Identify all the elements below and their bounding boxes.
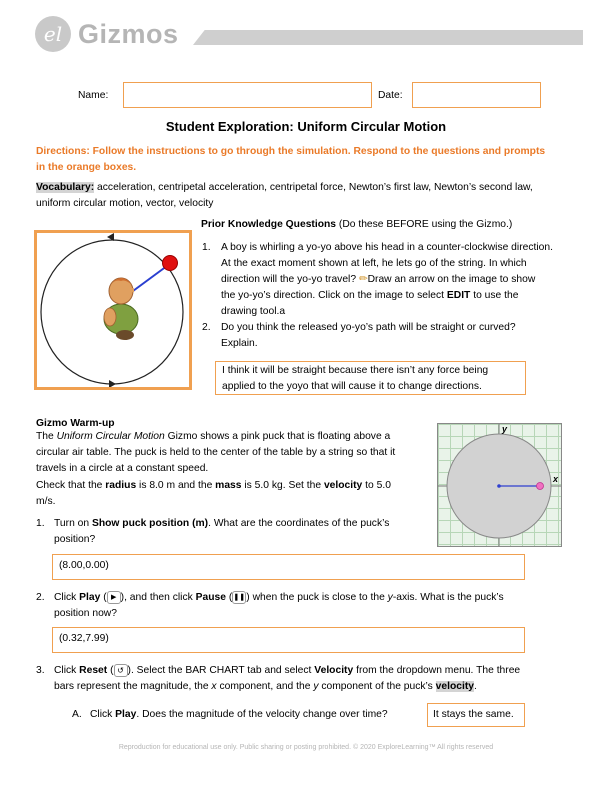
graph-x-label: x (553, 474, 559, 484)
footer: Reproduction for educational use only. Public sharing or posting prohibited. © 2020 ExploreLearning™ All rights reserved (118, 744, 494, 751)
date-label: Date: (378, 90, 403, 101)
vocabulary-label: Vocabulary: (36, 182, 95, 193)
pause-icon: ❚❚ (232, 591, 246, 604)
warmup-q2: Click Play ( ▶ ), and then click Pause (❚❚) when the puck is close to the y-axis. What is the puck’s position now? (54, 592, 504, 619)
reset-icon: ↺ (114, 664, 128, 677)
warmup-q3a-number: A. (72, 709, 82, 720)
page-title: Student Exploration: Uniform Circular Motion (165, 119, 447, 134)
header (0, 0, 612, 62)
warmup-heading: Gizmo Warm-up (36, 418, 115, 429)
air-table-graphic (437, 423, 562, 547)
warmup-q3a: Click Play. Does the magnitude of the velocity change over time? (90, 709, 388, 720)
prior-q1-number: 1. (202, 242, 211, 253)
play-icon: ▶ (107, 591, 121, 604)
prior-q2: Do you think the released yo-yo’s path will be straight or curved? Explain. (221, 322, 516, 349)
gizmos-logo-icon: el (35, 16, 71, 52)
warmup-q1: Turn on Show puck position (m). What are the coordinates of the puck’s position? (54, 518, 390, 545)
name-field[interactable] (123, 82, 372, 108)
name-label: Name: (78, 90, 109, 101)
warmup-q1-number: 1. (36, 518, 45, 529)
warmup-intro: The Uniform Circular Motion Gizmo shows a pink puck that is floating above a circular air table. The puck is held to the center of the table by a string so that it travels in a circle at a constant speed. (36, 431, 396, 474)
vocabulary: Vocabulary: acceleration, centripetal acceleration, centripetal force, Newton’s first law, Newton’s second law, uniform circular motion, vector, velocity (36, 182, 533, 209)
warmup-q3-number: 3. (36, 665, 45, 676)
prior-q1: A boy is whirling a yo-yo above his head in a counter-clockwise direction. At the exact moment shown at left, he lets go of the string. In which direction will the yo-yo travel? ✏Draw an arrow on the image to show the yo-yo’s direction. Click on the image to select EDIT to use the drawing tool.a (221, 242, 553, 317)
date-field[interactable] (412, 82, 541, 108)
header-bar (193, 30, 583, 45)
warmup-settings: Check that the radius is 8.0 m and the mass is 5.0 kg. Set the velocity to 5.0 m/s. (36, 480, 391, 507)
directions: Directions: Follow the instructions to go through the simulation. Respond to the questions and prompts in the orange boxes. (36, 146, 546, 173)
brand-name: Gizmos (78, 19, 179, 49)
warmup-q3: Click Reset ( ↺ ). Select the BAR CHART tab and select Velocity from the dropdown menu. The three bars represent the magnitude, the x component, and the y component of the puck’s velocity. (54, 665, 521, 692)
prior-q2-number: 2. (202, 322, 211, 333)
yoyo-image[interactable] (34, 230, 192, 390)
warmup-q2-number: 2. (36, 592, 45, 603)
graph-y-label: y (502, 424, 508, 434)
prior-knowledge-heading: Prior Knowledge Questions (Do these BEFORE using the Gizmo.) (201, 219, 513, 230)
warmup-q2-answer[interactable]: (0.32,7.99) (52, 627, 525, 653)
yoyo-diagram-icon (37, 233, 189, 387)
prior-q2-answer[interactable]: I think it will be straight because there isn’t any force being applied to the yoyo that will cause it to change directions. (215, 361, 526, 395)
warmup-q1-answer[interactable]: (8.00,0.00) (52, 554, 525, 580)
pencil-icon: ✏ (358, 274, 368, 285)
warmup-q3a-answer[interactable]: It stays the same. (427, 703, 525, 727)
